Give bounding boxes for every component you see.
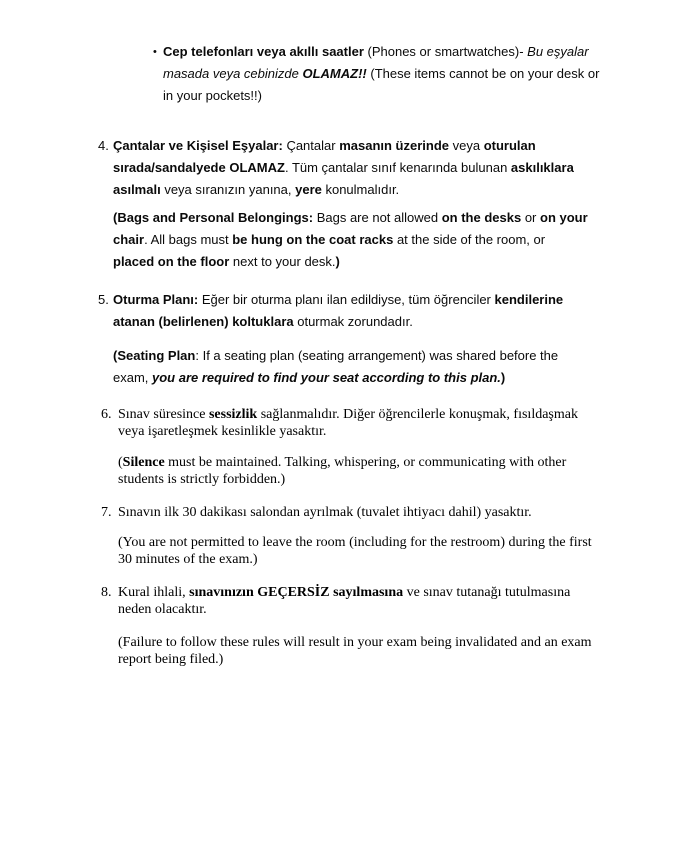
text-run: : If a seating plan (seating arrangement) was shared before the (195, 348, 559, 363)
list-item-body (113, 289, 563, 389)
list-marker: 5. (98, 292, 109, 307)
text-line (113, 311, 563, 333)
list-marker: 7. (101, 505, 112, 520)
text-run: (Bags and Personal Belongings: (113, 210, 314, 225)
text-line (113, 157, 588, 179)
text-line (113, 345, 563, 367)
text-run: masada veya cebinizde (163, 66, 303, 81)
text-run: atanan (belirlenen) koltuklara (113, 314, 294, 329)
text-run: (Failure to follow these rules will result in your exam being invalidated and an exam (118, 635, 592, 650)
text-run: kendilerine (494, 292, 564, 307)
text-line (113, 229, 588, 251)
text-run: (Phones or smartwatches)- (363, 44, 528, 59)
exam-rule-item (98, 289, 688, 389)
list-item-body (163, 41, 599, 107)
text-run: Eğer bir oturma planı ilan edildiyse, tüm öğrenciler (198, 292, 495, 307)
text-run: Çantalar (282, 138, 340, 153)
text-run: oturmak zorundadır. (293, 314, 413, 329)
text-run: askılıklara (510, 160, 574, 175)
list-item-body (113, 135, 588, 273)
text-line (113, 207, 588, 229)
paragraph (118, 504, 592, 521)
text-run: ve sınav tutanağı tutulmasına (403, 585, 571, 600)
text-run: Cep telefonları veya akıllı saatler (163, 44, 364, 59)
text-run: in your pockets!!) (163, 88, 262, 103)
text-run: . Tüm çantalar sınıf kenarında bulunan (284, 160, 511, 175)
paragraph (118, 584, 592, 618)
text-run: be hung on the coat racks (232, 232, 394, 247)
text-run: ( (118, 455, 123, 470)
text-run: at the side of the room, or (393, 232, 546, 247)
paragraph (118, 406, 578, 440)
text-run: Kural ihlali, (118, 585, 190, 600)
text-run: sırada/sandalyede OLAMAZ (113, 160, 285, 175)
text-line (163, 85, 599, 107)
text-run: veya (449, 138, 484, 153)
text-line (118, 471, 578, 488)
text-run: masanın üzerinde (339, 138, 450, 153)
text-run: veya sıranızın yanına, (160, 182, 296, 197)
text-line (118, 584, 592, 601)
text-run: exam, (113, 370, 153, 385)
text-run: 30 minutes of the exam.) (118, 552, 258, 567)
text-run: OLAMAZ!! (302, 66, 367, 81)
text-run: students is strictly forbidden.) (118, 472, 286, 487)
text-run: . All bags must (144, 232, 233, 247)
exam-rule-item (98, 135, 688, 273)
text-run: (You are not permitted to leave the room (including for the restroom) during the first (118, 535, 592, 550)
paragraph (113, 345, 563, 389)
text-line (118, 504, 592, 521)
text-run: Bu eşyalar (527, 44, 589, 59)
list-item-body (118, 584, 592, 668)
paragraph (118, 634, 592, 668)
text-line (118, 601, 592, 618)
text-run: Oturma Planı: (113, 292, 199, 307)
text-run: ) (500, 370, 506, 385)
text-run: on the desks (441, 210, 522, 225)
list-item-body (118, 504, 592, 568)
paragraph (113, 289, 563, 333)
exam-rule-item (101, 584, 688, 668)
list-marker: 6. (101, 407, 112, 422)
text-run: neden olacaktır. (118, 602, 207, 617)
list-marker: 4. (98, 138, 109, 153)
text-line (113, 289, 563, 311)
text-run: Bags are not allowed (313, 210, 442, 225)
text-run: Silence (122, 455, 165, 470)
text-run: asılmalı (113, 182, 161, 197)
text-line (113, 367, 563, 389)
text-run: report being filed.) (118, 652, 224, 667)
text-run: veya işaretleşmek kesinlikle yasaktır. (118, 424, 327, 439)
text-run: sağlanmalıdır. Diğer öğrencilerle konuşmak, fısıldaşmak (257, 407, 578, 422)
text-line (163, 63, 599, 85)
exam-rule-item (153, 41, 688, 107)
text-run: placed on the floor (113, 254, 230, 269)
text-line (113, 135, 588, 157)
text-line (118, 454, 578, 471)
paragraph (118, 534, 592, 568)
text-run: (These items cannot be on your desk or (366, 66, 600, 81)
list-item-body (118, 406, 578, 488)
text-line (118, 534, 592, 551)
text-run: oturulan (483, 138, 536, 153)
text-run: must be maintained. Talking, whispering, or communicating with other (164, 455, 567, 470)
text-run: next to your desk. (229, 254, 336, 269)
text-run: konulmalıdır. (321, 182, 400, 197)
list-marker: • (153, 46, 157, 58)
text-run: or (521, 210, 540, 225)
text-line (163, 41, 599, 63)
text-line (118, 634, 592, 651)
paragraph (118, 454, 578, 488)
text-run: yere (295, 182, 322, 197)
text-line (113, 179, 588, 201)
paragraph (113, 135, 588, 201)
paragraph (113, 207, 588, 273)
text-line (118, 406, 578, 423)
text-run: (Seating Plan (113, 348, 196, 363)
text-line (118, 423, 578, 440)
text-run: chair (113, 232, 145, 247)
text-run: Sınav süresince (118, 407, 209, 422)
text-line (118, 651, 592, 668)
text-run: Sınavın ilk 30 dakikası salondan ayrılmak (tuvalet ihtiyacı dahil) yasaktır. (118, 505, 532, 520)
text-run: sessizlik (208, 407, 258, 422)
text-run: you are required to find your seat according to this plan. (152, 370, 501, 385)
text-run: ) (335, 254, 340, 269)
exam-rule-item (101, 406, 688, 488)
paragraph (163, 41, 599, 107)
text-run: Çantalar ve Kişisel Eşyalar: (113, 138, 283, 153)
text-run: on your (540, 210, 588, 225)
exam-rule-item (101, 504, 688, 568)
text-line (113, 251, 588, 273)
text-line (118, 551, 592, 568)
list-marker: 8. (101, 585, 112, 600)
text-run: sınavınızın GEÇERSİZ sayılmasına (189, 585, 404, 600)
